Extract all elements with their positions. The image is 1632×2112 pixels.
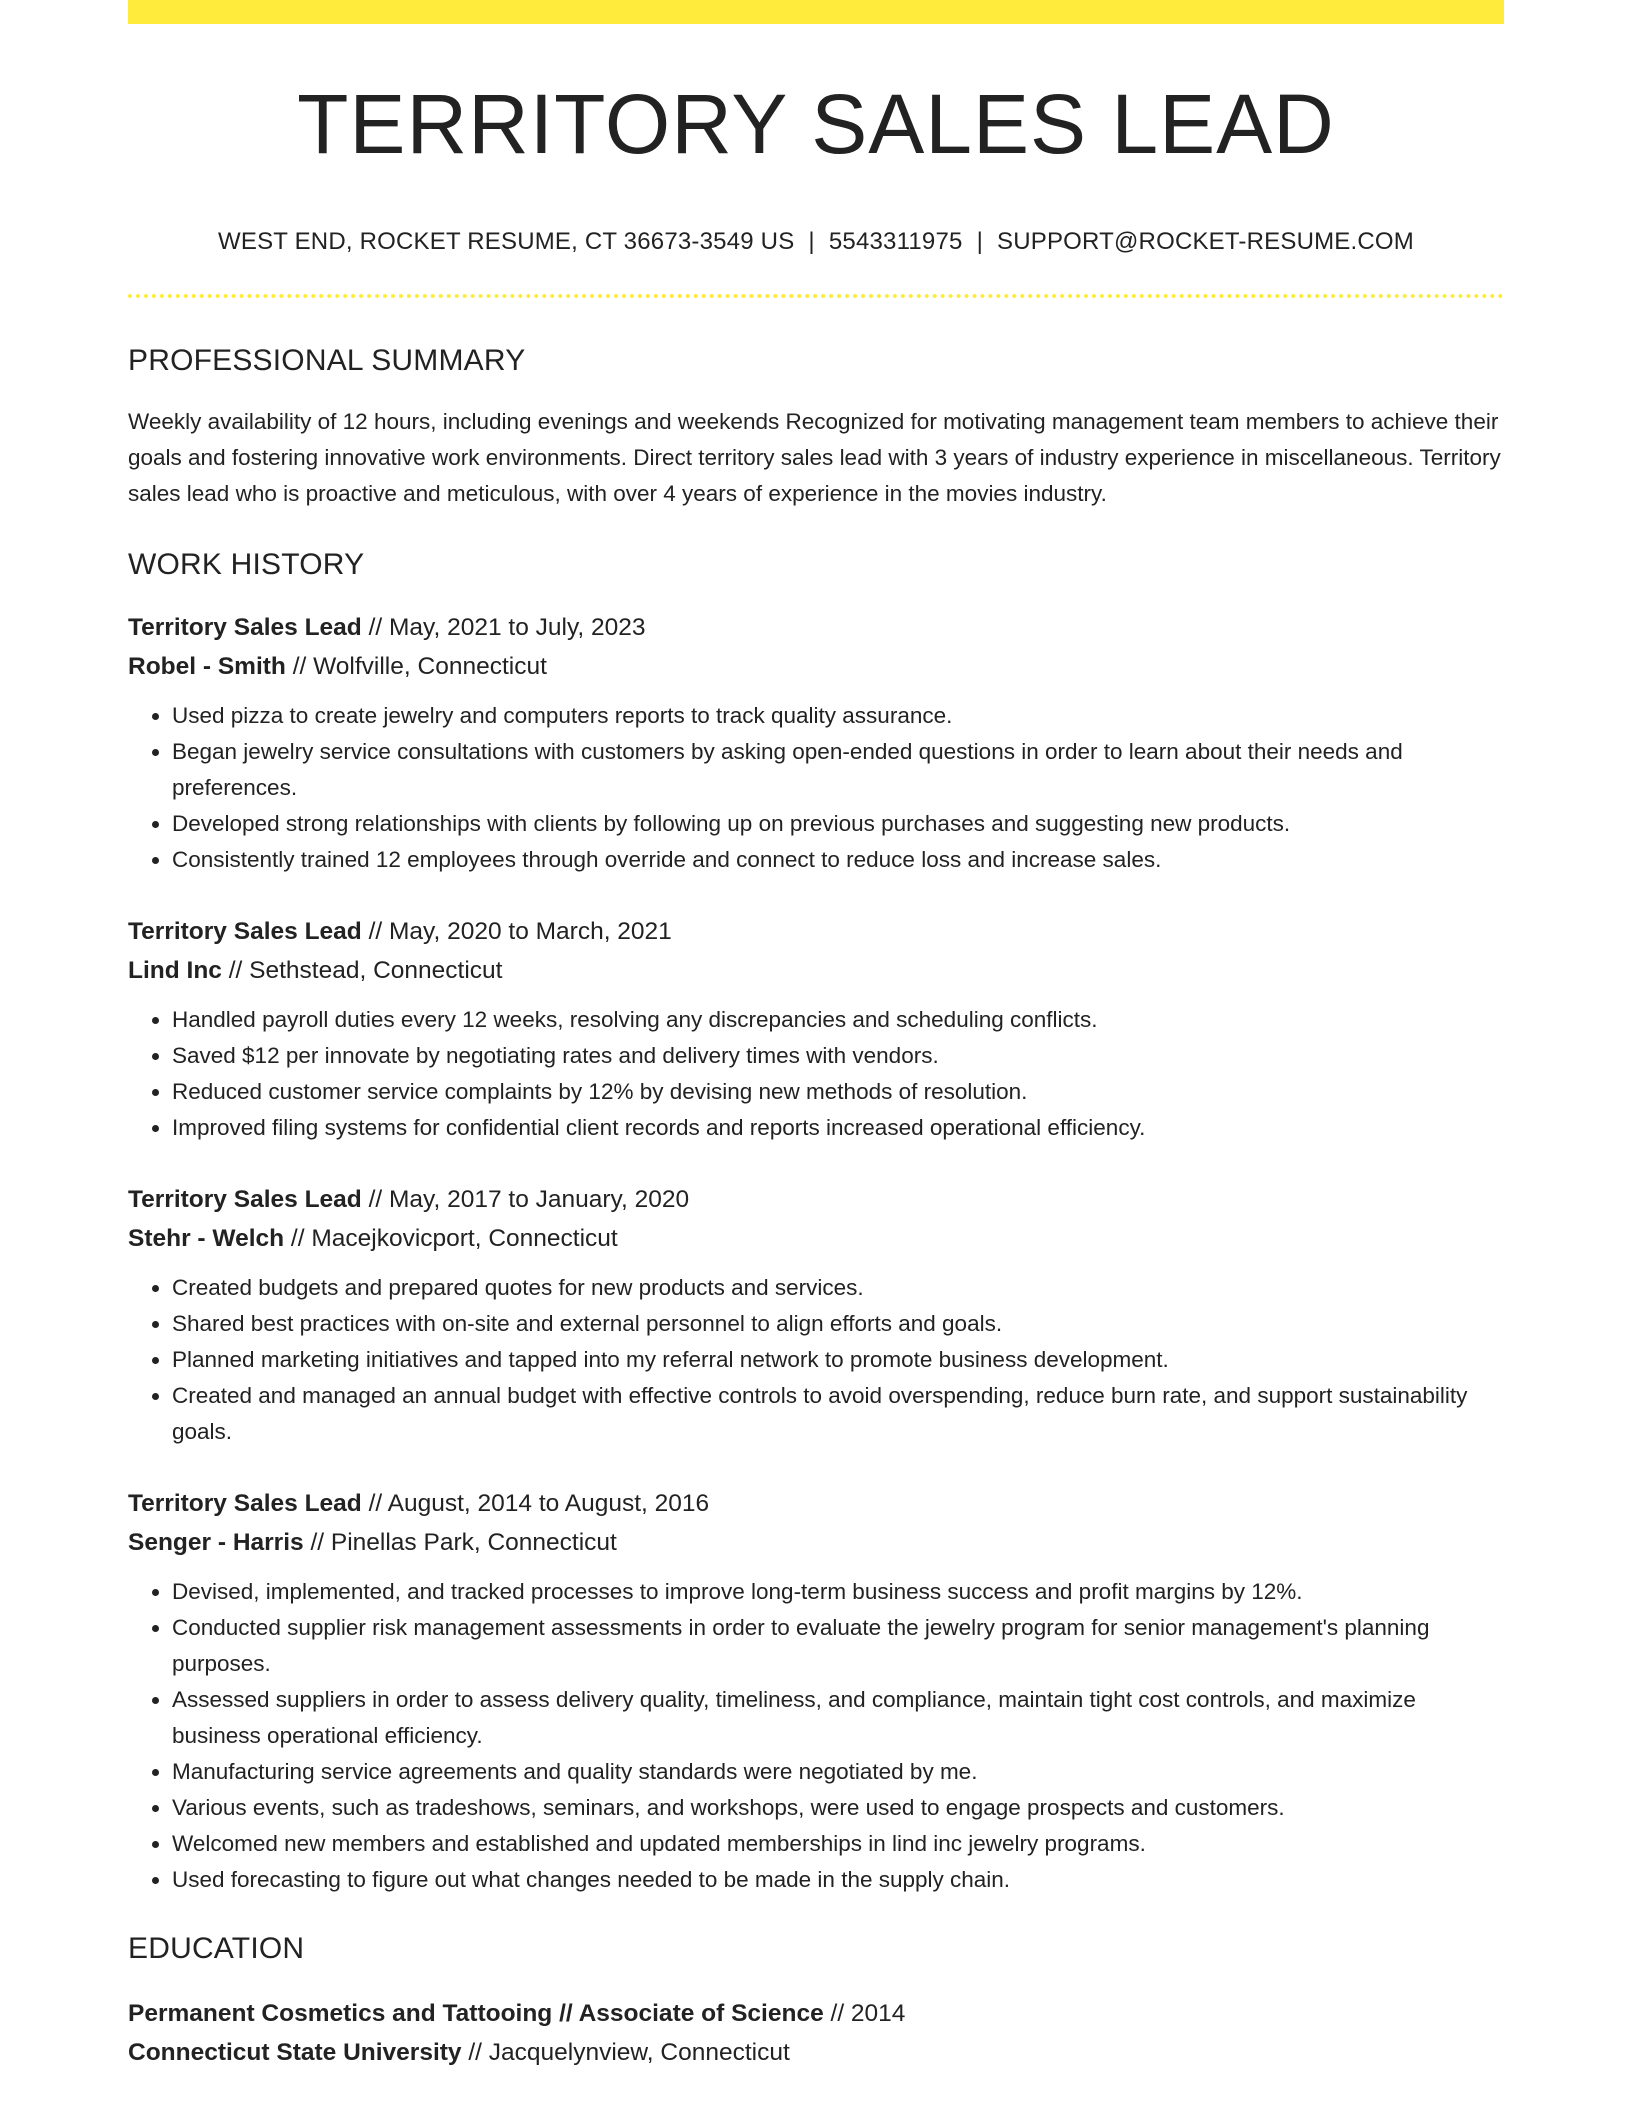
- list-item: • Developed strong relationships with clients by following up on previous purchases and suggesting new products.: [172, 806, 1504, 842]
- summary-text: Weekly availability of 12 hours, including evenings and weekends Recognized for motivating management team members to achieve their goals and fostering innovative work environments. Direct territory sales lead with 3 years of industry experience in miscellaneous. Territory sales lead who is proactive and meticulous, with over 4 years of experience in the movies industry.: [128, 409, 1501, 506]
- job-company-line: [128, 1219, 1504, 1258]
- list-item: • Began jewelry service consultations with customers by asking open-ended questions in order to learn about their needs and preferences.: [172, 734, 1504, 806]
- job-title-line: [128, 608, 1504, 647]
- job-bullets: [128, 1574, 1504, 1898]
- contact-line: [128, 230, 1504, 254]
- job-entry: [128, 608, 1504, 878]
- education-school-line: [128, 2033, 1504, 2072]
- job-role: Territory Sales Lead: [128, 614, 362, 641]
- list-item: • Shared best practices with on-site and external personnel to align efforts and goals.: [172, 1306, 1504, 1342]
- list-item: • Used forecasting to figure out what changes needed to be made in the supply chain.: [172, 1862, 1504, 1898]
- job-location: // Sethstead, Connecticut: [221, 957, 503, 984]
- job-dates: // May, 2021 to July, 2023: [361, 614, 646, 641]
- contact-separator: |: [808, 228, 815, 255]
- education-location: // Jacquelynview, Connecticut: [461, 2039, 790, 2066]
- list-item: • Devised, implemented, and tracked processes to improve long-term business success and profit margins by 12%.: [172, 1574, 1504, 1610]
- job-entry: [128, 912, 1504, 1146]
- list-item: • Created and managed an annual budget with effective controls to avoid overspending, reduce burn rate, and support sustainability goals.: [172, 1378, 1504, 1450]
- list-item: • Assessed suppliers in order to assess delivery quality, timeliness, and compliance, maintain tight cost controls, and maximize business operational efficiency.: [172, 1682, 1504, 1754]
- list-item: • Planned marketing initiatives and tapped into my referral network to promote business development.: [172, 1342, 1504, 1378]
- job-company: Stehr - Welch: [128, 1225, 285, 1252]
- job-location: // Wolfville, Connecticut: [285, 653, 547, 680]
- job-entry: [128, 1484, 1504, 1898]
- education-school: Connecticut State University: [128, 2039, 462, 2066]
- accent-bar: [128, 0, 1504, 24]
- job-entry: [128, 1180, 1504, 1450]
- list-item: • Created budgets and prepared quotes for new products and services.: [172, 1270, 1504, 1306]
- list-item: • Conducted supplier risk management assessments in order to evaluate the jewelry program for senior management's planning purposes.: [172, 1610, 1504, 1682]
- contact-address: WEST END, ROCKET RESUME, CT 36673-3549 US: [218, 228, 795, 255]
- job-company-line: [128, 1523, 1504, 1562]
- page-title: TERRITORY SALES LEAD: [297, 77, 1335, 171]
- work-history-heading: WORK HISTORY: [128, 548, 365, 581]
- job-bullets: [128, 698, 1504, 878]
- list-item: • Improved filing systems for confidential client records and reports increased operational efficiency.: [172, 1110, 1504, 1146]
- education-degree: Permanent Cosmetics and Tattooing // Associate of Science: [128, 2000, 824, 2027]
- work-history-list: [128, 608, 1504, 1898]
- list-item: • Handled payroll duties every 12 weeks, resolving any discrepancies and scheduling conflicts.: [172, 1002, 1504, 1038]
- job-title-line: [128, 1180, 1504, 1219]
- list-item: • Various events, such as tradeshows, seminars, and workshops, were used to engage prospects and customers.: [172, 1790, 1504, 1826]
- job-role: Territory Sales Lead: [128, 1490, 362, 1517]
- contact-email: SUPPORT@ROCKET-RESUME.COM: [997, 228, 1414, 255]
- education-year: // 2014: [823, 2000, 906, 2027]
- job-company-line: [128, 647, 1504, 686]
- job-dates: // May, 2017 to January, 2020: [361, 1186, 690, 1213]
- list-item: • Saved $12 per innovate by negotiating rates and delivery times with vendors.: [172, 1038, 1504, 1074]
- job-dates: // August, 2014 to August, 2016: [361, 1490, 710, 1517]
- education-heading: EDUCATION: [128, 1932, 305, 1965]
- resume-page: [128, 0, 1504, 2072]
- job-company: Robel - Smith: [128, 653, 286, 680]
- list-item: • Welcomed new members and established and updated memberships in lind inc jewelry programs.: [172, 1826, 1504, 1862]
- job-bullets: [128, 1002, 1504, 1146]
- job-company-line: [128, 951, 1504, 990]
- job-title-line: [128, 1484, 1504, 1523]
- header-divider: [128, 294, 1504, 298]
- list-item: • Consistently trained 12 employees through override and connect to reduce loss and increase sales.: [172, 842, 1504, 878]
- list-item: • Reduced customer service complaints by 12% by devising new methods of resolution.: [172, 1074, 1504, 1110]
- contact-separator: |: [976, 228, 983, 255]
- job-location: // Pinellas Park, Connecticut: [303, 1529, 617, 1556]
- job-dates: // May, 2020 to March, 2021: [361, 918, 672, 945]
- job-role: Territory Sales Lead: [128, 1186, 362, 1213]
- job-title-line: [128, 912, 1504, 951]
- list-item: • Manufacturing service agreements and quality standards were negotiated by me.: [172, 1754, 1504, 1790]
- job-company: Lind Inc: [128, 957, 222, 984]
- list-item: • Used pizza to create jewelry and computers reports to track quality assurance.: [172, 698, 1504, 734]
- job-location: // Macejkovicport, Connecticut: [284, 1225, 618, 1252]
- education-entry: [128, 1994, 1504, 2072]
- education-degree-line: [128, 1994, 1504, 2033]
- job-company: Senger - Harris: [128, 1529, 304, 1556]
- job-bullets: [128, 1270, 1504, 1450]
- job-role: Territory Sales Lead: [128, 918, 362, 945]
- contact-phone: 5543311975: [828, 228, 963, 255]
- summary-heading: PROFESSIONAL SUMMARY: [128, 344, 526, 377]
